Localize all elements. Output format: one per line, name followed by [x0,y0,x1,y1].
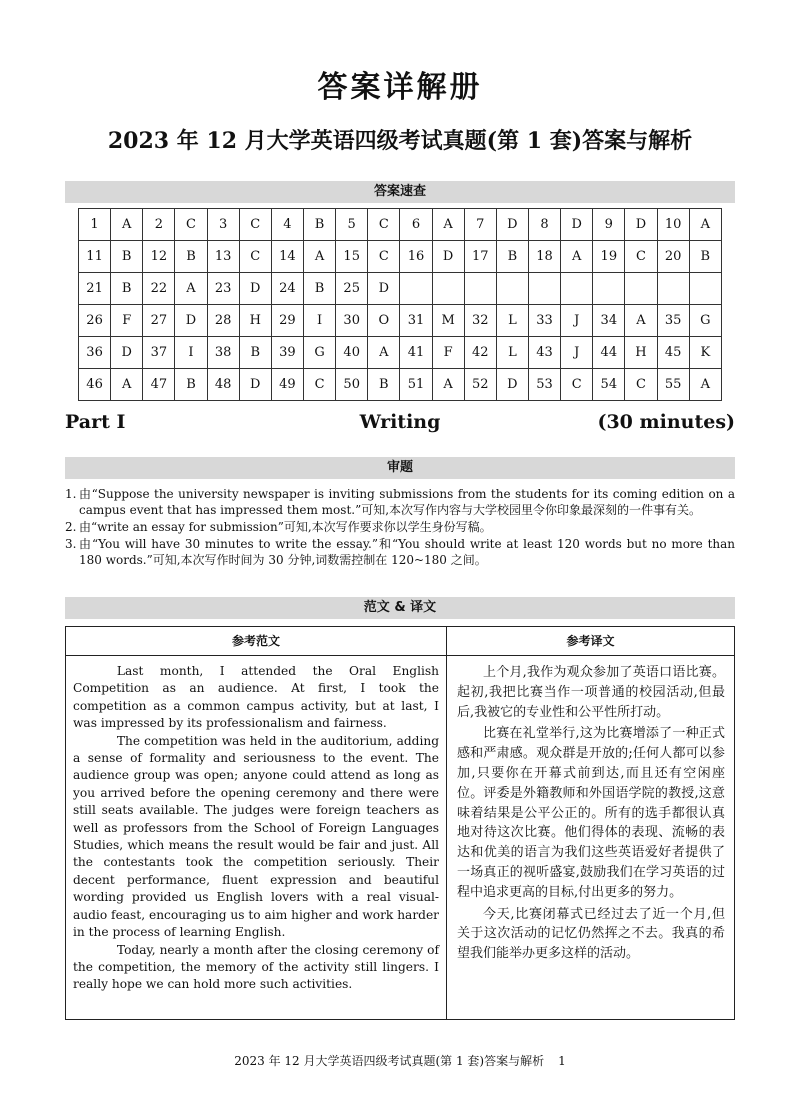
question-number-cell: 28 [207,305,239,337]
chinese-paragraph: 上个月,我作为观众参加了英语口语比赛。起初,我把比赛当作一项普通的校园活动,但最后,我被它的专业性和公平性所打动。 [457,665,725,720]
question-number-cell: 55 [657,369,689,401]
note-text: 由“Suppose the university newspaper is inviting submissions from the students for its coming edition on a campus event that has impressed them most.”可知,本次写作内容与大学校园里令你印象最深刻的一件事有关。 [79,487,735,517]
question-number-cell: 53 [528,369,560,401]
answer-cell: D [496,369,528,401]
answer-cell: C [368,209,400,241]
answer-cell: C [175,209,207,241]
answer-cell: B [496,241,528,273]
question-number-cell: 20 [657,241,689,273]
document-title: 答案详解册 [317,70,483,105]
answer-cell: A [432,369,464,401]
answer-cell: C [368,241,400,273]
note-text: 由“write an essay for submission”可知,本次写作要求你以学生身份写稿。 [79,520,492,534]
question-number-cell: 21 [79,273,111,305]
answer-cell: M [432,305,464,337]
answer-table [78,208,722,401]
question-number-cell: 34 [593,305,625,337]
answer-cell: A [368,337,400,369]
question-number-cell: 18 [528,241,560,273]
question-number-cell: 17 [464,241,496,273]
question-number-cell: 38 [207,337,239,369]
answer-cell: B [239,337,271,369]
question-number-cell: 24 [271,273,303,305]
answer-row [79,305,722,337]
answer-cell: F [111,305,143,337]
column-divider [446,655,447,1019]
question-number-cell: 12 [143,241,175,273]
question-number-cell: 19 [593,241,625,273]
english-paragraph: Last month, I attended the Oral English Competition as an audience. At first, I took the competition as a common campus activity, but at last, I was impressed by its professionalism and fairness. [73,664,439,731]
answer-cell: A [111,369,143,401]
sample-english-text [73,663,439,994]
question-number-cell: 6 [400,209,432,241]
answer-cell: D [496,209,528,241]
answer-cell [625,273,657,305]
question-number-cell: 5 [336,209,368,241]
question-number-cell: 47 [143,369,175,401]
answer-cell: K [689,337,721,369]
answer-cell: D [625,209,657,241]
question-number-cell: 45 [657,337,689,369]
question-number-cell: 29 [271,305,303,337]
question-number-cell: 31 [400,305,432,337]
english-paragraph: The competition was held in the auditorium, adding a sense of formality and seriousness to the event. The audience group was open; anyone could attend as long as you arrived before the opening ceremony and there were still seats available. The judges were foreign teachers as well as professors from the School of Foreign Languages Studies, which means the result would be fair and just. All the contestants took the competition seriously. Their decent performance, fluent expression and beautiful wording provided us English lovers with a real visual-audio feast, encouraging us to aim higher and work harder in the process of learning English. [73,733,439,940]
review-note [65,519,735,535]
answer-cell [561,273,593,305]
answer-cell: A [689,209,721,241]
sample-heading: 范文 & 译文 [65,597,735,619]
answer-cell [689,273,721,305]
page-number: 1 [558,1054,566,1068]
answer-cell: A [111,209,143,241]
sample-english-header: 参考范文 [66,627,447,656]
sample-chinese-text [457,663,725,966]
quick-check-heading: 答案速查 [65,181,735,203]
question-number-cell: 39 [271,337,303,369]
answer-cell: L [496,305,528,337]
question-number-cell: 3 [207,209,239,241]
question-number-cell: 30 [336,305,368,337]
answer-cell: B [689,241,721,273]
question-number-cell: 7 [464,209,496,241]
question-number-cell: 13 [207,241,239,273]
question-number-cell: 26 [79,305,111,337]
answer-row [79,241,722,273]
question-number-cell: 8 [528,209,560,241]
answer-row [79,337,722,369]
question-number-cell [400,273,432,305]
question-number-cell: 14 [271,241,303,273]
question-number-cell: 32 [464,305,496,337]
chinese-paragraph: 今天,比赛闭幕式已经过去了近一个月,但关于这次活动的记忆仍然挥之不去。我真的希望我们能举办更多这样的活动。 [457,906,725,962]
review-heading: 审题 [65,457,735,479]
question-number-cell: 49 [271,369,303,401]
english-paragraph: Today, nearly a month after the closing ceremony of the competition, the memory of the activity still lingers. I really hope we can hold more such activities. [73,942,439,992]
question-number-cell: 9 [593,209,625,241]
answer-row [79,273,722,305]
answer-cell: D [239,273,271,305]
question-number-cell [464,273,496,305]
question-number-cell: 10 [657,209,689,241]
answer-cell: J [561,337,593,369]
answer-cell: C [625,241,657,273]
question-number-cell [528,273,560,305]
question-number-cell [657,273,689,305]
chinese-paragraph: 比赛在礼堂举行,这为比赛增添了一种正式感和严肃感。观众群是开放的;任何人都可以参加,只要你在开幕式前到达,而且还有空闲座位。评委是外籍教师和外国语学院的教授,这意味着结果是公平公正的。所有的选手都很认真地对待这次比赛。他们得体的表现、流畅的表达和优美的语言为我们这些英语爱好者提供了一场真正的视听盛宴,鼓励我们在学习英语的过程中追求更高的目标,付出更多的努力。 [457,726,725,900]
question-number-cell: 16 [400,241,432,273]
question-number-cell: 23 [207,273,239,305]
answer-cell: C [239,209,271,241]
answer-cell: C [239,241,271,273]
note-number: 3. [65,537,77,551]
review-note [65,486,735,518]
answer-cell: B [303,273,335,305]
answer-cell: D [368,273,400,305]
question-number-cell: 52 [464,369,496,401]
answer-cell: B [175,369,207,401]
question-number-cell: 27 [143,305,175,337]
answer-cell [496,273,528,305]
answer-row [79,369,722,401]
answer-cell: B [111,241,143,273]
question-number-cell [593,273,625,305]
question-number-cell: 1 [79,209,111,241]
answer-cell [432,273,464,305]
question-number-cell: 44 [593,337,625,369]
answer-cell: D [239,369,271,401]
answer-cell: D [111,337,143,369]
answer-cell: D [432,241,464,273]
answer-cell: H [239,305,271,337]
question-number-cell: 40 [336,337,368,369]
answer-cell: O [368,305,400,337]
question-number-cell: 4 [271,209,303,241]
question-number-cell: 42 [464,337,496,369]
answer-cell: F [432,337,464,369]
question-number-cell: 43 [528,337,560,369]
question-number-cell: 54 [593,369,625,401]
note-text: 由“You will have 30 minutes to write the essay.”和“You should write at least 120 words but no more than 180 words.”可知,本次写作时间为 30 分钟,词数需控制在 120~180 之间。 [79,537,735,567]
note-number: 1. [65,487,77,501]
question-number-cell: 36 [79,337,111,369]
question-number-cell: 46 [79,369,111,401]
answer-cell: A [175,273,207,305]
question-number-cell: 50 [336,369,368,401]
answer-cell: B [175,241,207,273]
question-number-cell: 11 [79,241,111,273]
answer-row [79,209,722,241]
answer-cell: A [689,369,721,401]
review-note [65,536,735,568]
answer-cell: J [561,305,593,337]
answer-cell: L [496,337,528,369]
sample-chinese-header: 参考译文 [447,627,734,656]
sample-essay-box [65,626,735,1020]
question-number-cell: 37 [143,337,175,369]
answer-cell: A [303,241,335,273]
answer-cell: C [625,369,657,401]
question-number-cell: 22 [143,273,175,305]
exam-title: 2023 年 12 月大学英语四级考试真题(第 1 套)答案与解析 [107,128,693,154]
question-number-cell: 33 [528,305,560,337]
answer-cell: D [561,209,593,241]
part-label: Part Ⅰ [65,411,126,433]
part-name: Writing [359,411,441,433]
answer-cell: A [625,305,657,337]
answer-cell: A [561,241,593,273]
footer-text: 2023 年 12 月大学英语四级考试真题(第 1 套)答案与解析 [234,1054,545,1068]
page-footer [0,1052,800,1069]
part-time: (30 minutes) [597,411,735,433]
answer-cell: B [368,369,400,401]
question-number-cell: 51 [400,369,432,401]
question-number-cell: 48 [207,369,239,401]
answer-cell: B [303,209,335,241]
question-number-cell: 2 [143,209,175,241]
answer-cell: H [625,337,657,369]
part-header [65,411,735,439]
answer-cell: C [561,369,593,401]
answer-cell: B [111,273,143,305]
answer-cell: G [303,337,335,369]
review-notes [65,486,735,569]
answer-cell: A [432,209,464,241]
question-number-cell: 35 [657,305,689,337]
question-number-cell: 25 [336,273,368,305]
answer-cell: I [303,305,335,337]
note-number: 2. [65,520,77,534]
question-number-cell: 41 [400,337,432,369]
answer-cell: D [175,305,207,337]
answer-cell: G [689,305,721,337]
answer-cell: I [175,337,207,369]
answer-cell: C [303,369,335,401]
question-number-cell: 15 [336,241,368,273]
